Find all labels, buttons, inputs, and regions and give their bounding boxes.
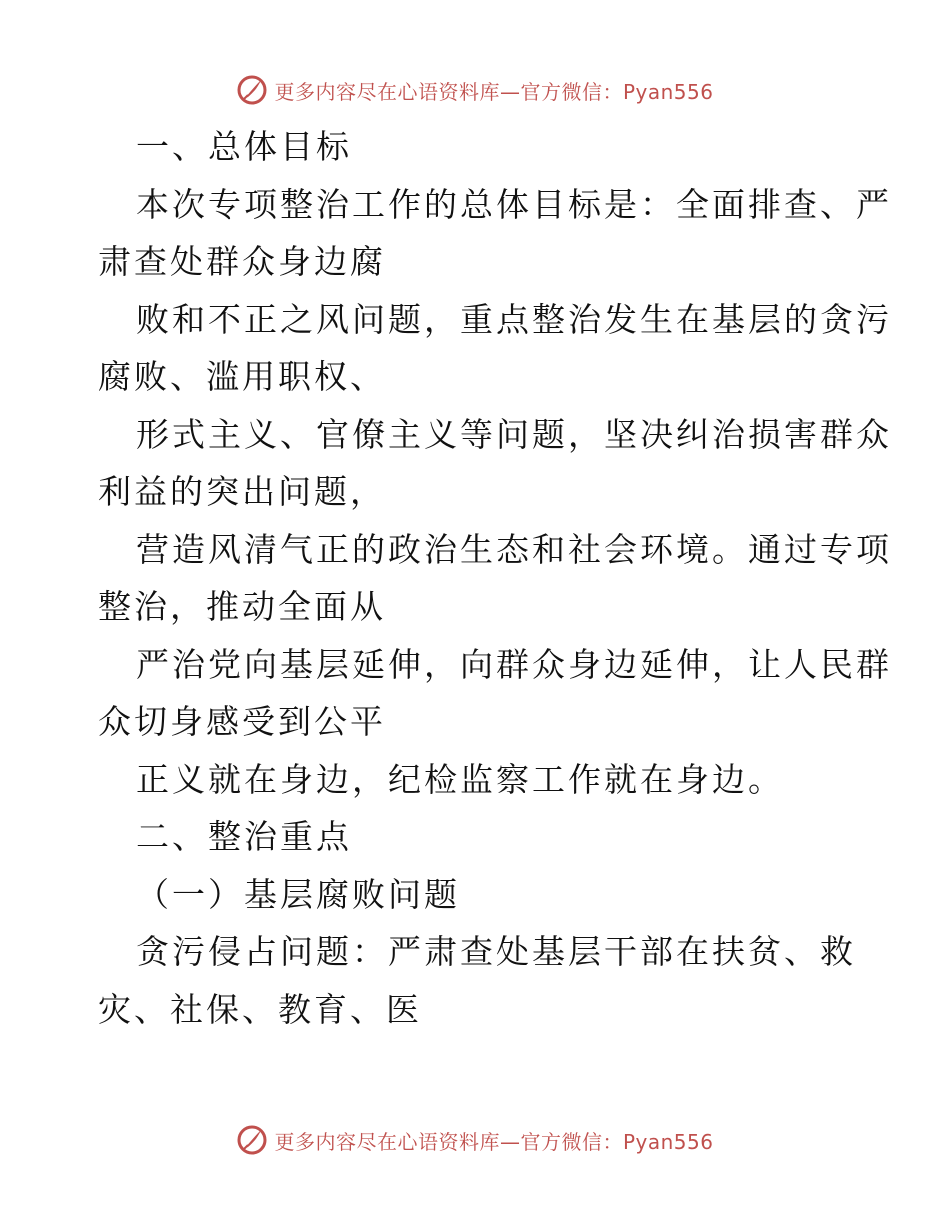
paragraph-line: 利益的突出问题， (98, 472, 386, 511)
document-body (98, 118, 892, 1038)
paragraph-line: 灾、社保、教育、医 (98, 989, 422, 1029)
header-banner-text: 更多内容尽在心语资料库—官方微信：Pyan556 (274, 79, 714, 104)
heading-overall-goal: 一、总体目标 (136, 127, 352, 166)
paragraph-line: 营造风清气正的政治生态和社会环境。通过专项 (136, 529, 892, 569)
paragraph-line: 整治，推动全面从 (98, 587, 386, 626)
header-banner (0, 70, 950, 110)
footer-banner-text: 更多内容尽在心语资料库—官方微信：Pyan556 (274, 1129, 714, 1154)
heading-key-points: 二、整治重点 (136, 817, 352, 856)
footer-banner (0, 1120, 950, 1160)
paragraph-line: 败和不正之风问题，重点整治发生在基层的贪污 (136, 299, 892, 339)
paragraph-line: 正义就在身边，纪检监察工作就在身边。 (136, 759, 784, 799)
paragraph-line: 腐败、滥用职权、 (98, 357, 386, 396)
paragraph-line: 肃查处群众身边腐 (98, 242, 386, 281)
paragraph-line: 贪污侵占问题：严肃查处基层干部在扶贫、救 (136, 932, 856, 971)
paragraph-line: 严治党向基层延伸，向群众身边延伸，让人民群 (136, 644, 892, 684)
subheading-grassroots-corruption: （一）基层腐败问题 (136, 874, 460, 914)
feather-pen-logo-icon (236, 1124, 268, 1156)
paragraph-line: 形式主义、官僚主义等问题，坚决纠治损害群众 (136, 414, 892, 454)
paragraph-line: 众切身感受到公平 (98, 702, 386, 741)
feather-pen-logo-icon (236, 74, 268, 106)
paragraph-line: 本次专项整治工作的总体目标是：全面排查、严 (136, 184, 892, 224)
